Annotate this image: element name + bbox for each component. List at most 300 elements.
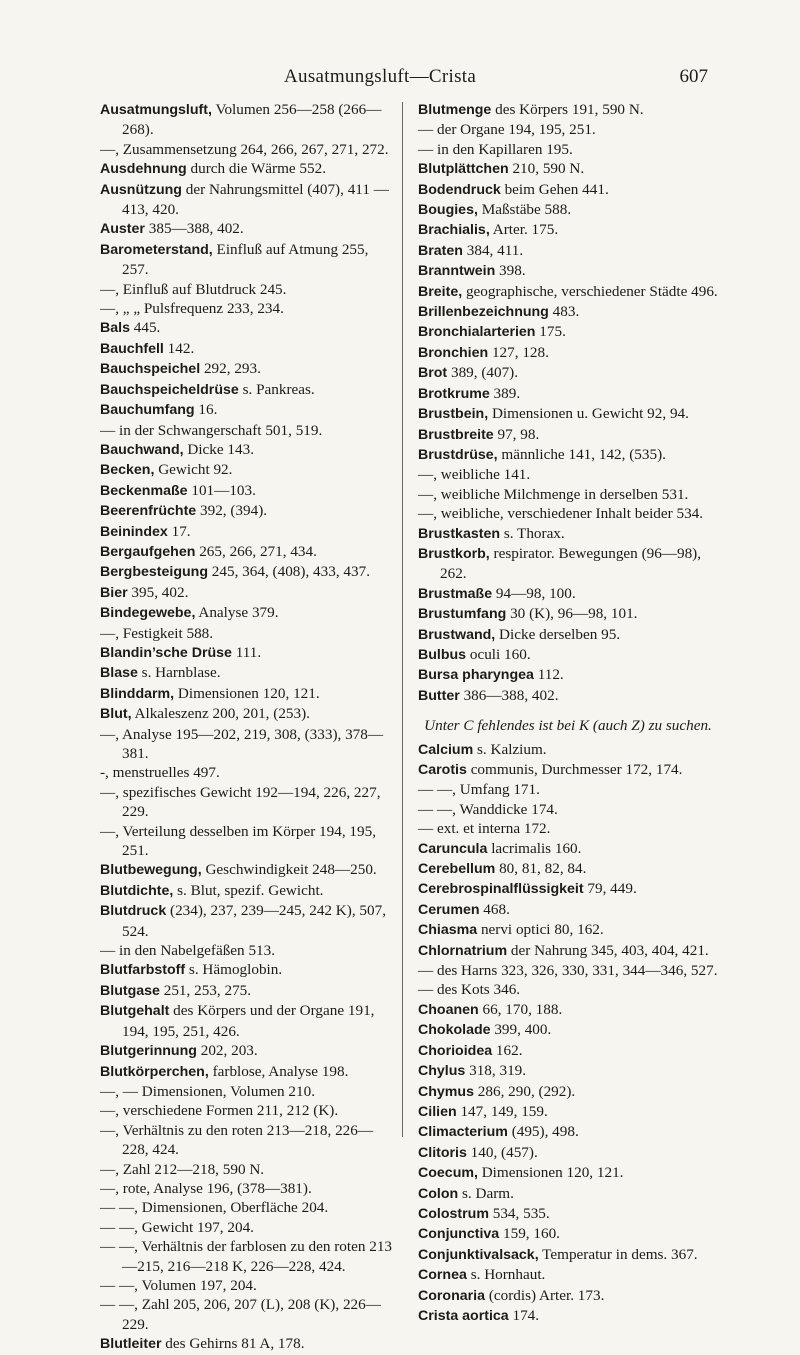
index-entry [100, 318, 392, 338]
index-entry-headword: Cerebrospinalflüssigkeit [418, 881, 584, 898]
index-entry-text: 265, 266, 271, 434. [199, 542, 317, 560]
index-entry-text: lacrimalis 160. [491, 839, 582, 857]
index-entry-text: 66, 170, 188. [482, 1000, 563, 1018]
index-entry-headword: Beinindex [100, 523, 168, 540]
index-entry [418, 1286, 718, 1306]
index-entry-headword: Brotkrume [418, 385, 490, 402]
index-entry-headword: Ausdehnung [100, 161, 187, 178]
index-entry-headword: Chiasma [418, 922, 478, 939]
index-entry-text: —, — Dimensionen, Volumen 210. [100, 1082, 316, 1100]
index-entry-text: — ext. et interna 172. [418, 820, 551, 838]
index-entry-text: communis, Durchmesser 172, 174. [470, 761, 683, 778]
index-entry [100, 460, 392, 480]
index-entry-headword: Blutbewegung, [100, 862, 202, 879]
index-entry-text: 292, 293. [203, 360, 261, 378]
index-entry [418, 159, 718, 179]
index-entry-text: s. Thorax. [503, 524, 565, 542]
index-entry-headword: Colostrum [418, 1205, 489, 1222]
index-entry-text: respirator. Bewegungen (96—98), 262. [440, 544, 702, 583]
index-entry [100, 1237, 392, 1276]
index-entry [100, 624, 392, 643]
index-entry [418, 1265, 718, 1285]
index-entry-text: (234), 237, 239—245, 242 K), 507, 524. [122, 902, 386, 940]
index-entry-text: 80, 81, 82, 84. [499, 860, 587, 878]
index-entry-headword: Blutleiter [100, 1336, 162, 1353]
index-entry-text: nervi optici 80, 162. [480, 921, 604, 939]
index-entry [100, 1082, 392, 1101]
index-entry-text: der Nahrung 345, 403, 404, 421. [510, 941, 709, 959]
index-entry [100, 860, 392, 880]
letter-c-note: Unter C fehlendes ist bei K (auch Z) zu suchen. [424, 717, 712, 735]
index-entry-headword: Blutdichte, [100, 882, 174, 899]
index-entry [418, 465, 718, 484]
index-entry [418, 261, 718, 281]
index-entry [418, 180, 718, 200]
index-entry-headword: Brustbreite [418, 426, 494, 443]
index-entry-text: — —, Wanddicke 174. [418, 800, 558, 818]
index-entry-text: 140, (457). [470, 1143, 538, 1161]
index-entry [100, 100, 392, 140]
index-entry [100, 299, 392, 318]
index-entry [418, 1061, 718, 1081]
index-entry-text: —, weibliche Milchmenge in derselben 531. [418, 485, 689, 503]
index-entry-headword: Bergbesteigung [100, 564, 208, 581]
index-entry-headword: Caruncula [418, 840, 488, 857]
index-entry-text: der Nahrungsmittel (407), 411 —413, 420. [122, 180, 389, 219]
index-entry [418, 645, 718, 665]
index-entry [100, 240, 392, 280]
index-entry-headword: Blutgehalt [100, 1003, 170, 1020]
index-entry-text: durch die Wärme 552. [190, 160, 327, 178]
index-entry [418, 524, 718, 544]
index-entry-text: 101—103. [191, 481, 256, 499]
index-entry-headword: Carotis [418, 762, 467, 778]
index-entry-text: 94—98, 100. [495, 584, 576, 602]
index-entry [418, 665, 718, 685]
index-entry-text: —, Verhältnis zu den roten 213—218, 226—228, 424. [100, 1121, 374, 1159]
index-entry [418, 780, 718, 799]
index-entry-headword: Bauchspeicheldrüse [100, 381, 239, 398]
index-entry [100, 822, 392, 861]
index-entry-text: s. Harnblase. [141, 664, 221, 682]
running-title: Ausatmungsluft—Crista [284, 66, 477, 87]
index-entry [100, 481, 392, 501]
index-entry [418, 1082, 718, 1102]
index-entry-text: — der Organe 194, 195, 251. [418, 121, 596, 139]
index-entry-headword: Blinddarm, [100, 685, 175, 702]
index-entry-headword: Cornea [418, 1267, 467, 1284]
index-entry-text: 392, (394). [200, 502, 268, 520]
index-entry-headword: Crista aortica [418, 1307, 509, 1324]
index-entry-headword: Coecum, [418, 1165, 478, 1182]
index-entry [418, 961, 718, 980]
index-entry [100, 380, 392, 400]
index-entry-headword: Breite, [418, 283, 463, 300]
index-entry-headword: Colon [418, 1185, 459, 1202]
index-entry [418, 200, 718, 220]
index-entry [418, 1143, 718, 1163]
index-entry-headword: Bauchspeichel [100, 361, 201, 378]
index-entry-headword: Clitoris [418, 1144, 467, 1161]
index-entry-text: — in den Kapillaren 195. [418, 140, 573, 158]
index-entry-headword: Conjunctiva [418, 1226, 500, 1243]
index-entry-headword: Blutgerinnung [100, 1043, 197, 1060]
index-entry-text: farblose, Analyse 198. [212, 1062, 349, 1080]
index-entry-headword: Beckenmaße [100, 482, 188, 499]
index-entry-text: 534, 535. [492, 1204, 550, 1222]
index-entry-text: — —, Umfang 171. [418, 781, 540, 799]
index-entry-headword: Cerumen [418, 901, 480, 918]
index-entry-headword: Bauchfell [100, 340, 164, 357]
index-entry [100, 359, 392, 379]
index-entry-text: Alkaleszenz 200, 201, (253). [134, 705, 310, 723]
index-entry-text: 468. [483, 900, 510, 918]
index-entry-text: — —, Gewicht 197, 204. [100, 1218, 254, 1236]
index-entry-headword: Chlornatrium [418, 942, 508, 959]
index-entry-text: —, Analyse 195—202, 219, 308, (333), 378—381. [100, 725, 384, 762]
index-entry-headword: Bulbus [418, 646, 467, 663]
index-entry-text: —, spezifisches Gewicht 192—194, 226, 227, 229. [100, 783, 381, 821]
index-entry-headword: Brustkorb, [418, 545, 490, 562]
index-entry-headword: Bronchien [418, 344, 489, 361]
index-entry [418, 760, 718, 780]
index-entry-text: Analyse 379. [198, 604, 279, 622]
right-column-entries-b [418, 100, 718, 706]
index-entry [100, 1276, 392, 1295]
index-entry [100, 1001, 392, 1041]
index-entry [418, 100, 718, 120]
index-entry [100, 684, 392, 704]
index-entry [100, 1198, 392, 1217]
index-entry-headword: Coronaria [418, 1287, 486, 1304]
index-entry-headword: Chymus [418, 1083, 474, 1100]
index-entry [418, 584, 718, 604]
index-entry-text: des Körpers 191, 590 N. [495, 101, 644, 118]
index-entry-headword: Blandin’sche Drüse [100, 644, 232, 661]
index-entry-text: Volumen 256—258 (266—268). [122, 101, 382, 139]
index-entry-text: 395, 402. [131, 583, 189, 601]
index-entry [418, 920, 718, 940]
index-entry-headword: Blutgase [100, 982, 160, 999]
index-entry-headword: Calcium [418, 741, 474, 758]
index-entry [418, 485, 718, 504]
index-entry-headword: Braten [418, 242, 463, 259]
index-entry [100, 280, 392, 299]
index-entry-headword: Blutmenge [418, 102, 492, 118]
index-entry-text: 210, 590 N. [512, 160, 585, 178]
index-entry [100, 440, 392, 460]
index-entry-headword: Brachialis, [418, 222, 490, 239]
index-entry-headword: Cilien [418, 1103, 457, 1120]
index-entry [100, 643, 392, 663]
index-entry [100, 562, 392, 582]
index-entry-text: des Körpers und der Organe 191, 194, 195, 251, 426. [122, 1002, 375, 1040]
index-entry-text: -, menstruelles 497. [100, 764, 220, 782]
index-entry [100, 941, 392, 960]
index-entry-text: —, Festigkeit 588. [100, 624, 214, 642]
index-entry-text: 399, 400. [494, 1021, 552, 1039]
index-entry-text: 318, 319. [469, 1062, 527, 1080]
index-entry-headword: Bronchialarterien [418, 324, 536, 341]
index-entry-headword: Auster [100, 221, 145, 238]
index-entry [418, 1000, 718, 1020]
index-entry-headword: Chylus [418, 1063, 466, 1080]
index-entry-headword: Bursa pharyngea [418, 667, 534, 684]
index-entry-text: Geschwindigkeit 248—250. [205, 861, 377, 879]
index-entry-text: 202, 203. [200, 1042, 258, 1060]
index-entry [418, 1041, 718, 1061]
index-entry-text: s. Kalzium. [477, 740, 547, 758]
index-entry-headword: Becken, [100, 462, 155, 479]
index-entry [100, 583, 392, 603]
index-entry [418, 1184, 718, 1204]
index-entry-text: 389, (407). [450, 364, 519, 382]
index-entry-text: 147, 149, 159. [460, 1102, 548, 1120]
index-entry-text: Temperatur in dems. 367. [542, 1245, 698, 1263]
index-entry-headword: Chorioidea [418, 1042, 493, 1059]
index-entry-text: —, verschiedene Formen 211, 212 (K). [100, 1102, 339, 1120]
index-entry-text: — —, Volumen 197, 204. [100, 1276, 257, 1294]
index-entry-text: 111. [235, 643, 262, 661]
index-entry-text: Dicke 143. [187, 440, 254, 458]
index-entry-text: 30 (K), 96—98, 101. [510, 605, 638, 623]
index-entry-text: 286, 290, (292). [477, 1082, 576, 1100]
index-entry [418, 1163, 718, 1183]
index-entry-headword: Blase [100, 665, 138, 682]
index-entry-headword: Bindegewebe, [100, 605, 196, 622]
index-entry-text: s. Pankreas. [242, 380, 315, 398]
index-entry-headword: Branntwein [418, 263, 496, 280]
index-entry-text: — in der Schwangerschaft 501, 519. [100, 421, 323, 439]
index-entry-text: 112. [537, 666, 564, 684]
index-entry [100, 1121, 392, 1160]
index-entry-headword: Blutkörperchen, [100, 1063, 209, 1080]
index-entry-headword: Brustmaße [418, 585, 493, 602]
index-entry-text: männliche 141, 142, (535). [501, 445, 666, 463]
index-entry [418, 1204, 718, 1224]
index-entry-headword: Blutdruck [100, 903, 167, 920]
left-column [100, 100, 392, 1355]
index-entry [418, 343, 718, 363]
index-entry-headword: Bougies, [418, 202, 478, 219]
index-entry-headword: Butter [418, 687, 460, 704]
index-entry-text: 16. [198, 401, 218, 419]
index-entry [100, 542, 392, 562]
index-entry [100, 501, 392, 521]
index-entry-text: — des Harns 323, 326, 330, 331, 344—346, 527. [418, 962, 718, 980]
index-entry [418, 425, 718, 445]
index-entry-text: Dimensionen u. Gewicht 92, 94. [491, 405, 689, 423]
index-entry-headword: Bodendruck [418, 181, 501, 198]
index-entry [418, 363, 718, 383]
index-entry-headword: Cerebellum [418, 861, 496, 878]
index-entry [100, 339, 392, 359]
index-entry [418, 140, 718, 159]
index-entry [100, 1295, 392, 1334]
index-entry [100, 603, 392, 623]
index-entry-headword: Brustdrüse, [418, 446, 498, 463]
right-column [418, 100, 718, 1326]
index-entry-headword: Climacterium [418, 1124, 508, 1141]
index-entry-headword: Bier [100, 584, 128, 601]
index-entry-headword: Blutfarbstoff [100, 962, 186, 979]
index-entry [100, 901, 392, 941]
index-entry-text: —, Zusammensetzung 264, 266, 267, 271, 272. [100, 140, 389, 158]
index-entry-text: —, „ „ Pulsfrequenz 233, 234. [100, 300, 284, 318]
index-entry-text: beim Gehen 441. [504, 180, 609, 198]
index-entry-headword: Brustwand, [418, 626, 496, 643]
index-entry-headword: Choanen [418, 1001, 479, 1018]
page-header [0, 66, 800, 90]
index-entry-headword: Brustbein, [418, 406, 489, 423]
index-entry-text: s. Hornhaut. [470, 1266, 546, 1284]
index-entry-text: (495), 498. [511, 1123, 579, 1141]
index-entry-text: 389. [493, 384, 521, 402]
index-entry [100, 421, 392, 440]
index-entry-headword: Ausatmungsluft, [100, 102, 212, 118]
index-entry-headword: Blutplättchen [418, 161, 509, 178]
index-entry [418, 980, 718, 999]
column-divider [402, 102, 403, 1137]
index-entry-headword: Bauchwand, [100, 441, 184, 458]
index-entry-text: des Gehirns 81 A, 178. [165, 1335, 305, 1353]
index-entry-text: Einfluß auf Atmung 255, 257. [122, 240, 369, 279]
index-entry-text: — in den Nabelgefäßen 513. [100, 942, 276, 960]
index-entry-headword: Bals [100, 320, 130, 337]
index-entry-text: — des Kots 346. [418, 981, 521, 999]
index-entry-text: —, Zahl 212—218, 590 N. [100, 1160, 265, 1178]
index-entry [100, 960, 392, 980]
index-entry [100, 180, 392, 220]
index-entry-text: 245, 364, (408), 433, 437. [211, 563, 370, 581]
index-entry [418, 686, 718, 706]
index-entry-text: —, rote, Analyse 196, (378—381). [100, 1179, 312, 1197]
index-entry-text: Dicke derselben 95. [499, 625, 621, 643]
index-entry [418, 384, 718, 404]
index-entry [418, 322, 718, 342]
index-entry-headword: Ausnützung [100, 181, 182, 198]
index-entry [418, 282, 718, 302]
index-entry-headword: Bauchumfang [100, 402, 195, 419]
right-column-entries-c [418, 740, 718, 1327]
index-entry [100, 219, 392, 239]
index-entry-headword: Brot [418, 365, 448, 382]
index-entry-text: 79, 449. [587, 880, 637, 898]
index-entry-text: 159, 160. [503, 1225, 560, 1243]
index-entry [418, 900, 718, 920]
index-entry-headword: Brustumfang [418, 606, 507, 623]
index-entry [418, 740, 718, 760]
index-entry-text: — —, Zahl 205, 206, 207 (L), 208 (K), 226—229. [100, 1296, 381, 1333]
index-entry-headword: Conjunktivalsack, [418, 1246, 539, 1263]
index-entry [100, 1101, 392, 1120]
index-entry-text: 251, 253, 275. [163, 981, 252, 999]
index-entry [418, 241, 718, 261]
index-entry [100, 1179, 392, 1198]
index-entry [100, 981, 392, 1001]
index-entry [418, 859, 718, 879]
index-entry [418, 445, 718, 465]
index-entry [100, 1334, 392, 1354]
index-entry-text: s. Darm. [461, 1184, 514, 1202]
index-entry-headword: Blut, [100, 706, 132, 723]
index-entry [100, 400, 392, 420]
index-entry-text: 445. [133, 319, 161, 337]
index-entry [418, 1306, 718, 1326]
index-entry-text: —, weibliche, verschiedener Inhalt beider 534. [418, 505, 704, 523]
index-entry-text: s. Blut, spezif. Gewicht. [177, 881, 324, 899]
page-number: 607 [679, 66, 708, 87]
index-entry [100, 881, 392, 901]
index-entry [100, 783, 392, 822]
index-entry-headword: Beerenfrüchte [100, 503, 197, 520]
index-entry-text: 174. [512, 1306, 540, 1324]
index-entry-text: 17. [171, 522, 191, 540]
index-entry-headword: Brillenbezeichnung [418, 304, 549, 321]
index-entry-text: 97, 98. [497, 425, 540, 443]
index-entry-headword: Brustkasten [418, 525, 501, 542]
index-entry-text: — —, Verhältnis der farblosen zu den roten 213—215, 216—218 K, 226—228, 424. [100, 1238, 393, 1275]
index-entry [100, 1160, 392, 1179]
index-entry [418, 604, 718, 624]
index-entry-headword: Barometerstand, [100, 241, 213, 258]
index-entry [100, 1218, 392, 1237]
index-entry [100, 704, 392, 724]
index-entry-text: Dimensionen 120, 121. [177, 684, 320, 702]
index-entry-text: 398. [499, 262, 526, 280]
index-entry [418, 544, 718, 584]
index-entry [418, 1224, 718, 1244]
index-entry-text: 175. [539, 323, 566, 341]
index-entry [100, 522, 392, 542]
index-entry [418, 302, 718, 322]
index-entry [418, 839, 718, 859]
index-entry [418, 625, 718, 645]
index-entry [100, 1041, 392, 1061]
index-entry-headword: Chokolade [418, 1022, 491, 1039]
index-entry-text: 386—388, 402. [463, 686, 559, 704]
index-entry [418, 120, 718, 139]
index-entry [418, 504, 718, 523]
index-entry [418, 800, 718, 819]
index-entry [418, 1102, 718, 1122]
index-entry-text: Dimensionen 120, 121. [481, 1164, 624, 1182]
index-entry-text: 127, 128. [491, 343, 549, 361]
index-entry-text: 385—388, 402. [148, 220, 244, 238]
index-entry-text: 162. [495, 1041, 523, 1059]
index-entry-text: —, weibliche 141. [418, 466, 531, 484]
index-entry-text: Arter. 175. [492, 221, 559, 239]
index-entry [418, 1020, 718, 1040]
index-entry [418, 220, 718, 240]
index-entry [418, 819, 718, 838]
index-entry [100, 1062, 392, 1082]
index-entry-text: Gewicht 92. [158, 461, 233, 479]
index-entry-text: geographische, verschiedener Städte 496. [465, 282, 718, 300]
index-entry-text: 384, 411. [466, 241, 524, 259]
index-entry-headword: Bergaufgehen [100, 543, 196, 560]
index-entry [418, 1245, 718, 1265]
index-entry [418, 1122, 718, 1142]
index-entry [100, 663, 392, 683]
index-entry [418, 941, 718, 961]
index-entry [418, 404, 718, 424]
index-entry-text: s. Hämoglobin. [188, 961, 283, 979]
index-entry [100, 725, 392, 764]
index-entry-text: — —, Dimensionen, Oberfläche 204. [100, 1199, 329, 1217]
index-entry-text: —, Einfluß auf Blutdruck 245. [100, 280, 287, 298]
index-entry-text: 483. [552, 303, 580, 321]
